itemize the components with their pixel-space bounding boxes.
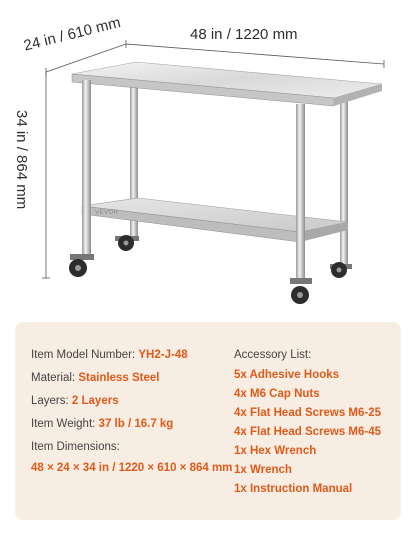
spec-layers xyxy=(31,394,231,408)
caster-front-right xyxy=(290,278,312,304)
spec-value: 48 × 24 × 34 in / 1220 × 610 × 864 mm xyxy=(31,462,233,474)
depth-dimension-label: 24 in / 610 mm xyxy=(22,13,123,55)
accessory-item: 5x Adhesive Hooks xyxy=(234,369,340,381)
spec-weight xyxy=(31,417,231,431)
spec-label: Material: xyxy=(31,372,76,384)
spec-label: Item Weight: xyxy=(31,418,96,430)
front-right-leg xyxy=(296,104,305,280)
spec-dimensions-label xyxy=(31,440,231,454)
accessory-item: 4x Flat Head Screws M6-45 xyxy=(234,426,382,438)
spec-value: 2 Layers xyxy=(71,395,119,407)
spec-label: Item Dimensions: xyxy=(31,441,120,453)
width-dimension-label: 48 in / 1220 mm xyxy=(190,26,298,43)
front-left-leg xyxy=(82,80,91,256)
accessory-item: 4x Flat Head Screws M6-25 xyxy=(234,407,382,419)
specs-panel xyxy=(15,322,401,520)
table-top xyxy=(72,62,382,106)
brand-logo: VEVOR xyxy=(95,210,119,216)
caster-back-right xyxy=(330,262,352,278)
spec-value: Stainless Steel xyxy=(78,372,160,384)
bottom-shelf xyxy=(82,198,348,242)
spec-label: Layers: xyxy=(31,395,69,407)
spec-label: Item Model Number: xyxy=(31,349,136,361)
spec-dimensions-value xyxy=(31,461,231,475)
accessory-item: 4x M6 Cap Nuts xyxy=(234,388,320,400)
accessory-list xyxy=(234,348,394,501)
accessory-list-title: Accessory List: xyxy=(234,349,312,361)
back-right-leg xyxy=(340,98,348,266)
spec-value: 37 lb / 16.7 kg xyxy=(98,418,174,430)
spec-material xyxy=(31,371,231,385)
accessory-item: 1x Instruction Manual xyxy=(234,483,353,495)
accessory-item: 1x Wrench xyxy=(234,464,292,476)
caster-front-left xyxy=(69,254,94,277)
spec-value: YH2-J-48 xyxy=(138,349,188,361)
accessory-item: 1x Hex Wrench xyxy=(234,445,317,457)
spec-model xyxy=(31,348,231,362)
caster-back-left xyxy=(115,235,139,251)
specs-list xyxy=(31,348,231,484)
height-dimension-label: 34 in / 864 mm xyxy=(13,110,30,210)
